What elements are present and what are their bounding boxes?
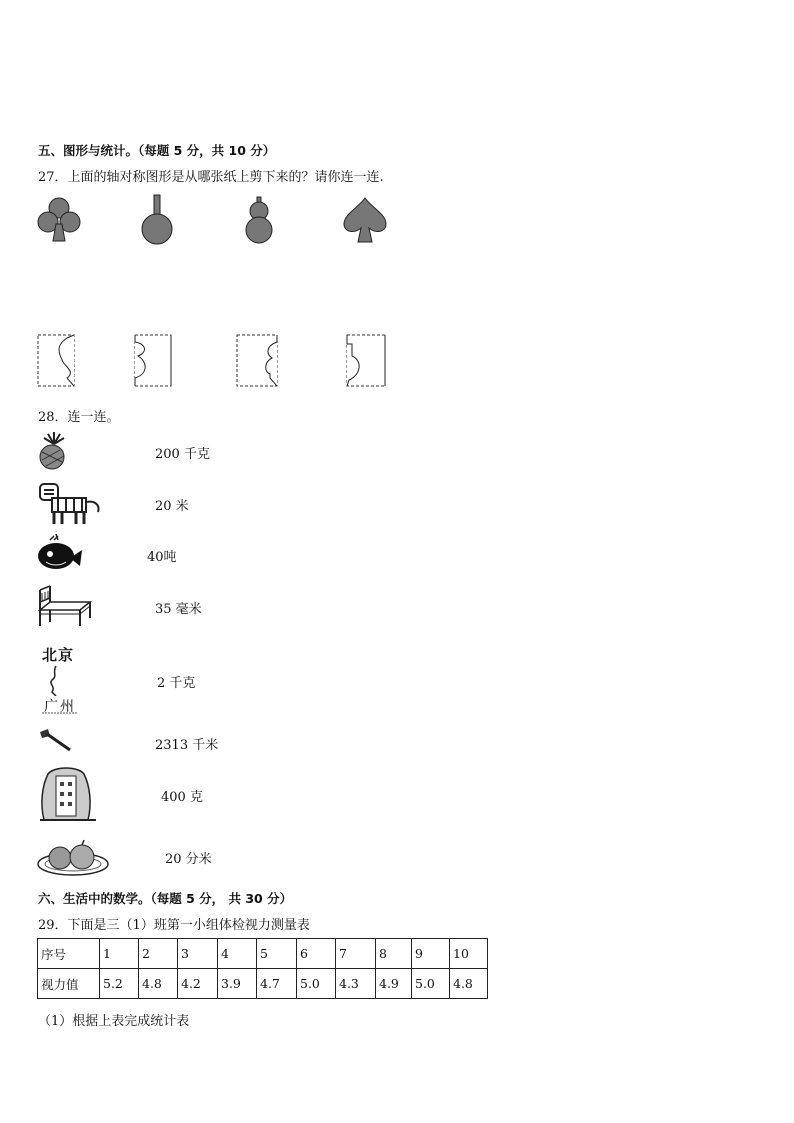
table-cell: 5.2 xyxy=(100,969,139,999)
match-label-2: 20 米 xyxy=(155,499,189,514)
lollipop-shape-icon xyxy=(140,193,174,247)
bed-icon xyxy=(36,582,94,628)
match-label-7: 400 克 xyxy=(161,790,203,805)
nail-icon xyxy=(38,728,74,752)
paper-piece-4 xyxy=(346,334,388,388)
table-cell: 5.0 xyxy=(297,969,336,999)
table-cell: 3.9 xyxy=(218,969,257,999)
paper-piece-1 xyxy=(37,334,77,388)
match-label-6: 2313 千米 xyxy=(155,738,219,753)
tiger-icon xyxy=(38,480,102,526)
table-cell: 1 xyxy=(100,939,139,969)
table-row xyxy=(38,939,488,969)
club-shape-icon xyxy=(36,196,82,244)
match-label-1: 200 千克 xyxy=(155,447,210,462)
table-cell: 6 xyxy=(297,939,336,969)
table-cell: 4 xyxy=(218,939,257,969)
gourd-shape-icon xyxy=(243,196,275,246)
table-cell: 视力值 xyxy=(38,969,100,999)
table-cell: 2 xyxy=(139,939,178,969)
q27-text: 27．上面的轴对称图形是从哪张纸上剪下来的？请你连一连. xyxy=(38,170,384,185)
q28-text: 28．连一连。 xyxy=(38,410,120,425)
table-row xyxy=(38,969,488,999)
spade-shape-icon xyxy=(342,196,388,246)
table-cell: 10 xyxy=(450,939,488,969)
pineapple-icon xyxy=(36,432,72,470)
table-cell: 4.3 xyxy=(336,969,376,999)
map-city-top: 北京 xyxy=(42,646,75,664)
section5-title: 五、图形与统计。（每题 5 分，共 10 分） xyxy=(38,143,276,158)
paper-piece-2 xyxy=(132,334,174,388)
paper-piece-3 xyxy=(236,334,280,388)
table-cell: 序号 xyxy=(38,939,100,969)
q29-text: 29．下面是三（1）班第一小组体检视力测量表 xyxy=(38,918,310,933)
table-cell: 5.0 xyxy=(412,969,450,999)
table-cell: 9 xyxy=(412,939,450,969)
table-cell: 7 xyxy=(336,939,376,969)
fruit-plate-icon xyxy=(36,838,110,878)
table-cell: 4.8 xyxy=(139,969,178,999)
table-cell: 5 xyxy=(257,939,297,969)
vision-table xyxy=(37,938,488,999)
building-icon xyxy=(38,764,98,822)
table-cell: 4.8 xyxy=(450,969,488,999)
table-cell: 4.7 xyxy=(257,969,297,999)
whale-icon xyxy=(36,534,86,574)
route-map-icon xyxy=(42,664,72,696)
q29-sub1: （1）根据上表完成统计表 xyxy=(38,1014,190,1029)
table-cell: 8 xyxy=(376,939,412,969)
table-cell: 3 xyxy=(178,939,218,969)
map-underline xyxy=(42,710,78,716)
match-label-3: 40吨 xyxy=(147,550,177,565)
match-label-5: 2 千克 xyxy=(157,676,196,691)
table-cell: 4.9 xyxy=(376,969,412,999)
map-city-bottom: 广州 xyxy=(44,699,76,715)
match-label-8: 20 分米 xyxy=(165,852,212,867)
table-cell: 4.2 xyxy=(178,969,218,999)
section6-title: 六、生活中的数学。（每题 5 分， 共 30 分） xyxy=(38,891,293,906)
match-label-4: 35 毫米 xyxy=(155,602,202,617)
